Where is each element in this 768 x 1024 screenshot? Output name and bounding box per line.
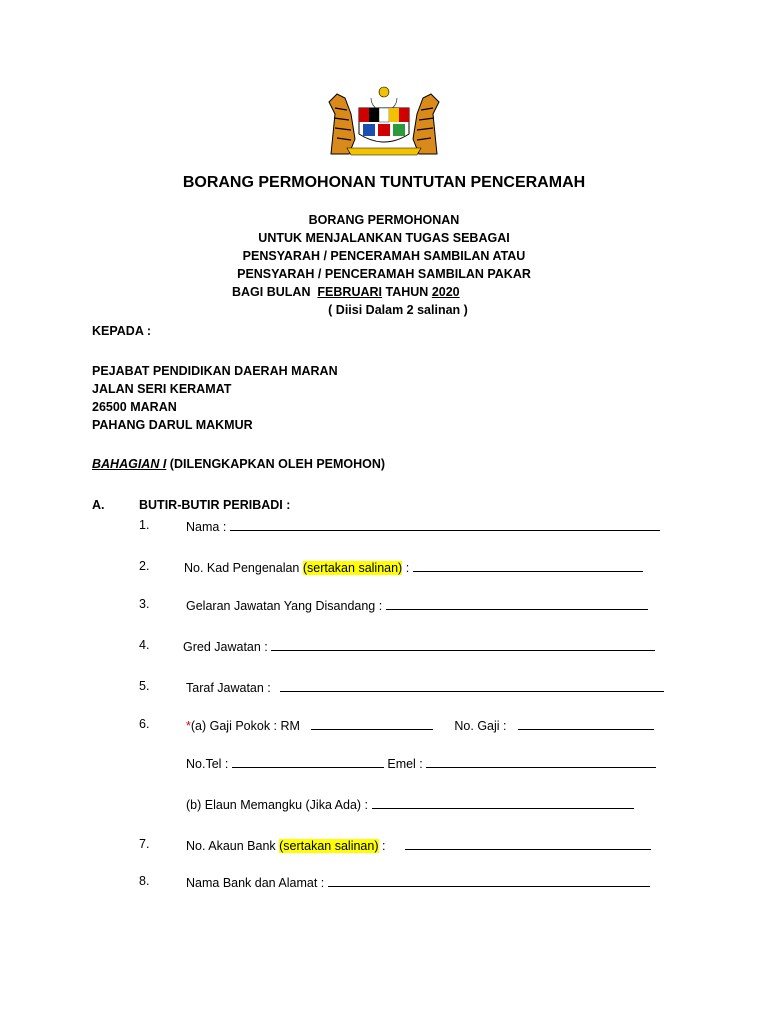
field-gred xyxy=(183,638,655,654)
field-6-num: 6. xyxy=(139,717,150,731)
section-a-title: BUTIR-BUTIR PERIBADI : xyxy=(139,498,291,512)
ic-label: No. Kad Pengenalan xyxy=(184,561,300,575)
month-line xyxy=(232,285,460,299)
tel-input-line[interactable] xyxy=(232,755,384,768)
subheading-line4: PENSYARAH / PENCERAMAH SAMBILAN PAKAR xyxy=(237,267,531,281)
emel-input-line[interactable] xyxy=(426,755,656,768)
elaun-input-line[interactable] xyxy=(372,796,634,809)
emel-label: Emel : xyxy=(387,757,423,771)
ic-copy-note: (sertakan salinan) xyxy=(302,561,403,575)
gaji-no-label: No. Gaji : xyxy=(454,719,507,733)
ic-colon: : xyxy=(405,561,410,575)
address-line4: PAHANG DARUL MAKMUR xyxy=(92,418,253,432)
field-5-num: 5. xyxy=(139,679,150,693)
year-value: 2020 xyxy=(431,285,460,299)
field-akaun xyxy=(186,837,651,853)
taraf-input-line[interactable] xyxy=(280,679,664,692)
nama-input-line[interactable] xyxy=(230,518,660,531)
nama-label: Nama : xyxy=(186,520,227,534)
field-8-num: 8. xyxy=(139,874,150,888)
akaun-label: No. Akaun Bank xyxy=(186,839,276,853)
bahagian-label: BAHAGIAN I xyxy=(92,457,167,471)
akaun-colon: : xyxy=(381,839,386,853)
field-tel xyxy=(186,755,656,771)
address-line2: JALAN SERI KERAMAT xyxy=(92,382,232,396)
field-gaji xyxy=(186,717,654,733)
field-elaun xyxy=(186,796,634,812)
gelaran-input-line[interactable] xyxy=(386,597,648,610)
field-bank xyxy=(186,874,650,890)
month-value: FEBRUARI xyxy=(317,285,383,299)
copies-note: ( Diisi Dalam 2 salinan ) xyxy=(328,303,468,317)
tel-label: No.Tel : xyxy=(186,757,229,771)
gred-label: Gred Jawatan : xyxy=(183,640,268,654)
subheading-line1: BORANG PERMOHONAN xyxy=(308,213,460,227)
bahagian-desc: (DILENGKAPKAN OLEH PEMOHON) xyxy=(169,457,386,471)
section-a-letter: A. xyxy=(92,498,105,512)
gelaran-label: Gelaran Jawatan Yang Disandang : xyxy=(186,599,383,613)
ic-input-line[interactable] xyxy=(413,559,643,572)
field-gelaran xyxy=(186,597,648,613)
field-1-num: 1. xyxy=(139,518,150,532)
gred-input-line[interactable] xyxy=(271,638,655,651)
field-7-num: 7. xyxy=(139,837,150,851)
field-taraf xyxy=(186,679,664,695)
gaji-input-line[interactable] xyxy=(311,717,433,730)
subheading-line3: PENSYARAH / PENCERAMAH SAMBILAN ATAU xyxy=(242,249,526,263)
subheading-line2: UNTUK MENJALANKAN TUGAS SEBAGAI xyxy=(258,231,510,245)
form-title: BORANG PERMOHONAN TUNTUTAN PENCERAMAH xyxy=(182,174,586,191)
month-prefix: BAGI BULAN xyxy=(232,285,311,299)
kepada-label: KEPADA : xyxy=(92,324,152,338)
field-nama xyxy=(186,518,660,534)
bahagian-heading xyxy=(92,457,385,471)
field-3-num: 3. xyxy=(139,597,150,611)
akaun-copy-note: (sertakan salinan) xyxy=(279,839,379,853)
address-line1: PEJABAT PENDIDIKAN DAERAH MARAN xyxy=(92,364,338,378)
address-line3: 26500 MARAN xyxy=(92,400,177,414)
akaun-input-line[interactable] xyxy=(405,837,651,850)
year-prefix: TAHUN xyxy=(385,285,429,299)
malaysia-crest-logo xyxy=(325,84,443,158)
taraf-label: Taraf Jawatan : xyxy=(186,681,271,695)
field-ic xyxy=(184,559,643,575)
field-2-num: 2. xyxy=(139,559,150,573)
elaun-label: (b) Elaun Memangku (Jika Ada) : xyxy=(186,798,369,812)
bank-label: Nama Bank dan Alamat : xyxy=(186,876,325,890)
required-asterisk: * xyxy=(186,719,191,733)
gaji-label: (a) Gaji Pokok : RM xyxy=(190,719,300,733)
gaji-no-input-line[interactable] xyxy=(518,717,654,730)
field-4-num: 4. xyxy=(139,638,150,652)
bank-input-line[interactable] xyxy=(328,874,650,887)
